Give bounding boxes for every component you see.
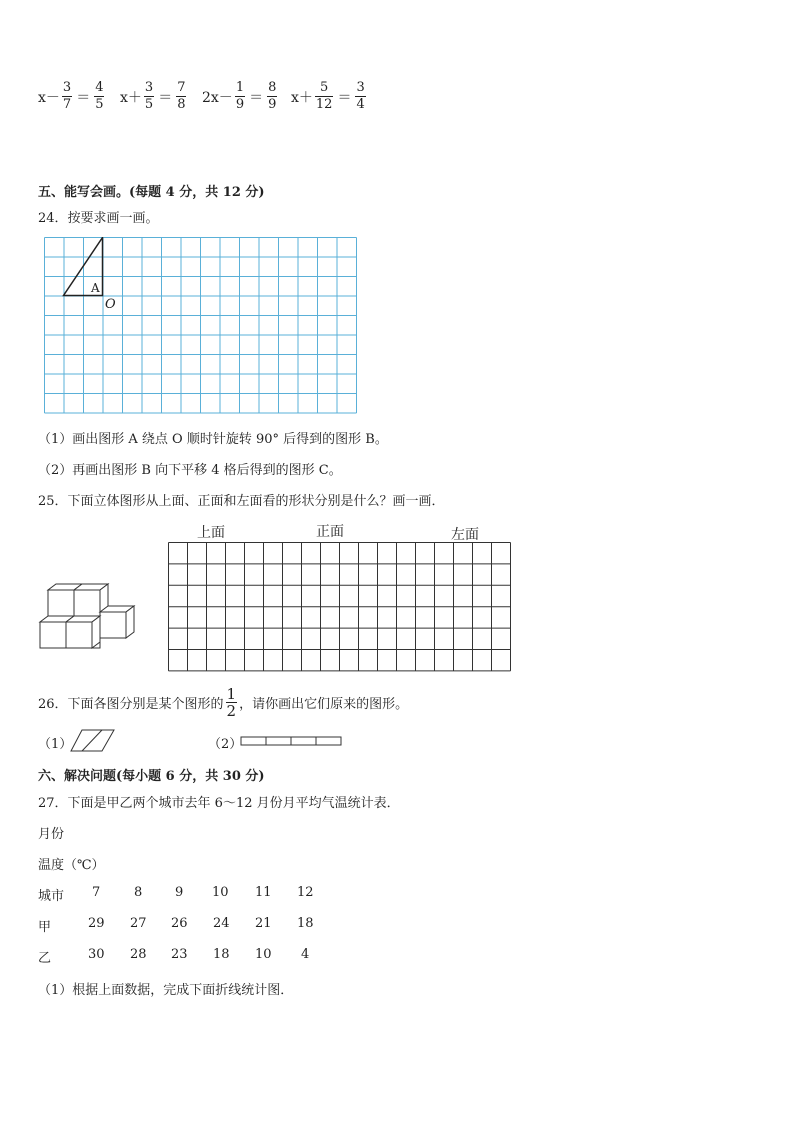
numerator: 1 xyxy=(235,80,245,95)
table-cell: 乙 xyxy=(38,951,52,966)
denominator: 2 xyxy=(226,702,237,720)
numerator: 3 xyxy=(62,80,72,95)
table-cell: 10 xyxy=(212,885,229,900)
q24-grid xyxy=(44,237,360,415)
equation-3 xyxy=(202,80,279,113)
q27-sub1: （1）根据上面数据，完成下面折线统计图． xyxy=(38,983,294,998)
parallelogram-figure xyxy=(70,729,118,753)
numerator: 8 xyxy=(268,80,277,95)
table-cell: 18 xyxy=(297,916,314,931)
fraction xyxy=(267,80,277,113)
table-cell: 30 xyxy=(88,947,105,962)
section-6-heading: 六、解决问题(每小题 6 分，共 30 分) xyxy=(38,769,265,784)
q24-sub1: （1）画出图形 A 绕点 O 顺时针旋转 90° 后得到的图形 B。 xyxy=(38,432,388,447)
equation-4 xyxy=(291,80,368,113)
equation-1 xyxy=(38,80,106,113)
equals-sign: ＝ xyxy=(337,89,352,106)
rectangle-strip-figure xyxy=(240,736,344,748)
table-cell: 8 xyxy=(134,885,143,900)
q25-grid xyxy=(168,542,512,672)
q26-title xyxy=(38,686,408,719)
q26-title-before: 26．下面各图分别是某个图形的 xyxy=(38,697,224,712)
section-5-heading: 五、能写会画。(每题 4 分，共 12 分) xyxy=(38,185,265,200)
label-a: A xyxy=(91,281,100,295)
q27-title: 27．下面是甲乙两个城市去年 6～12 月份月平均气温统计表． xyxy=(38,796,400,811)
numerator: 3 xyxy=(144,80,154,95)
row-month-label: 月份 xyxy=(38,827,65,842)
fraction xyxy=(176,80,186,113)
numerator: 4 xyxy=(95,80,104,95)
fraction xyxy=(94,80,104,113)
denominator: 7 xyxy=(62,97,72,112)
equals-sign: ＝ xyxy=(158,89,173,106)
table-cell: 7 xyxy=(92,885,101,900)
eq-lhs: 2x－ xyxy=(202,89,233,106)
table-cell: 18 xyxy=(213,947,230,962)
fraction xyxy=(235,80,245,113)
fraction xyxy=(144,80,154,113)
eq-lhs: x＋ xyxy=(120,89,142,106)
table-cell: 21 xyxy=(255,916,272,931)
q26-item1-label: （1） xyxy=(38,737,73,752)
table-cell: 城市 xyxy=(38,889,65,904)
cube-solid-figure xyxy=(38,582,138,652)
eq-lhs: x－ xyxy=(38,89,60,106)
table-cell: 24 xyxy=(213,916,230,931)
denominator: 12 xyxy=(315,97,333,112)
denominator: 9 xyxy=(268,97,277,112)
numerator: 5 xyxy=(315,80,334,97)
numerator: 1 xyxy=(226,685,237,703)
view-top-label: 上面 xyxy=(197,525,225,541)
eq-lhs: x＋ xyxy=(291,89,313,106)
denominator: 9 xyxy=(235,97,245,112)
fraction xyxy=(355,80,365,113)
table-cell: 28 xyxy=(130,947,147,962)
table-cell: 27 xyxy=(130,916,147,931)
table-cell: 10 xyxy=(255,947,272,962)
fraction xyxy=(315,80,334,113)
table-cell: 23 xyxy=(171,947,188,962)
table-cell: 9 xyxy=(175,885,184,900)
numerator: 3 xyxy=(356,80,365,95)
denominator: 4 xyxy=(356,97,365,112)
q26-item2-label: （2） xyxy=(208,737,243,752)
q25-title: 25．下面立体图形从上面、正面和左面看的形状分别是什么？画一画． xyxy=(38,494,445,509)
view-front-label: 正面 xyxy=(316,524,344,540)
row-temp-label: 温度（℃） xyxy=(38,858,105,873)
view-left-label: 左面 xyxy=(451,527,479,543)
table-cell: 甲 xyxy=(38,920,52,935)
equals-sign: ＝ xyxy=(249,89,264,106)
denominator: 8 xyxy=(177,97,186,112)
table-cell: 29 xyxy=(88,916,105,931)
equation-2 xyxy=(120,80,188,113)
table-cell: 26 xyxy=(171,916,188,931)
table-cell: 4 xyxy=(301,947,310,962)
table-cell: 11 xyxy=(255,885,272,900)
equals-sign: ＝ xyxy=(76,89,91,106)
table-cell: 12 xyxy=(297,885,314,900)
half-fraction xyxy=(226,686,238,719)
denominator: 5 xyxy=(144,97,154,112)
numerator: 7 xyxy=(177,80,186,95)
label-o: O xyxy=(105,297,116,312)
fraction xyxy=(62,80,72,113)
q24-title: 24．按要求画一画。 xyxy=(38,211,159,226)
q24-sub2: （2）再画出图形 B 向下平移 4 格后得到的图形 C。 xyxy=(38,463,342,478)
denominator: 5 xyxy=(95,97,104,112)
q26-title-after: ，请你画出它们原来的图形。 xyxy=(239,697,409,712)
